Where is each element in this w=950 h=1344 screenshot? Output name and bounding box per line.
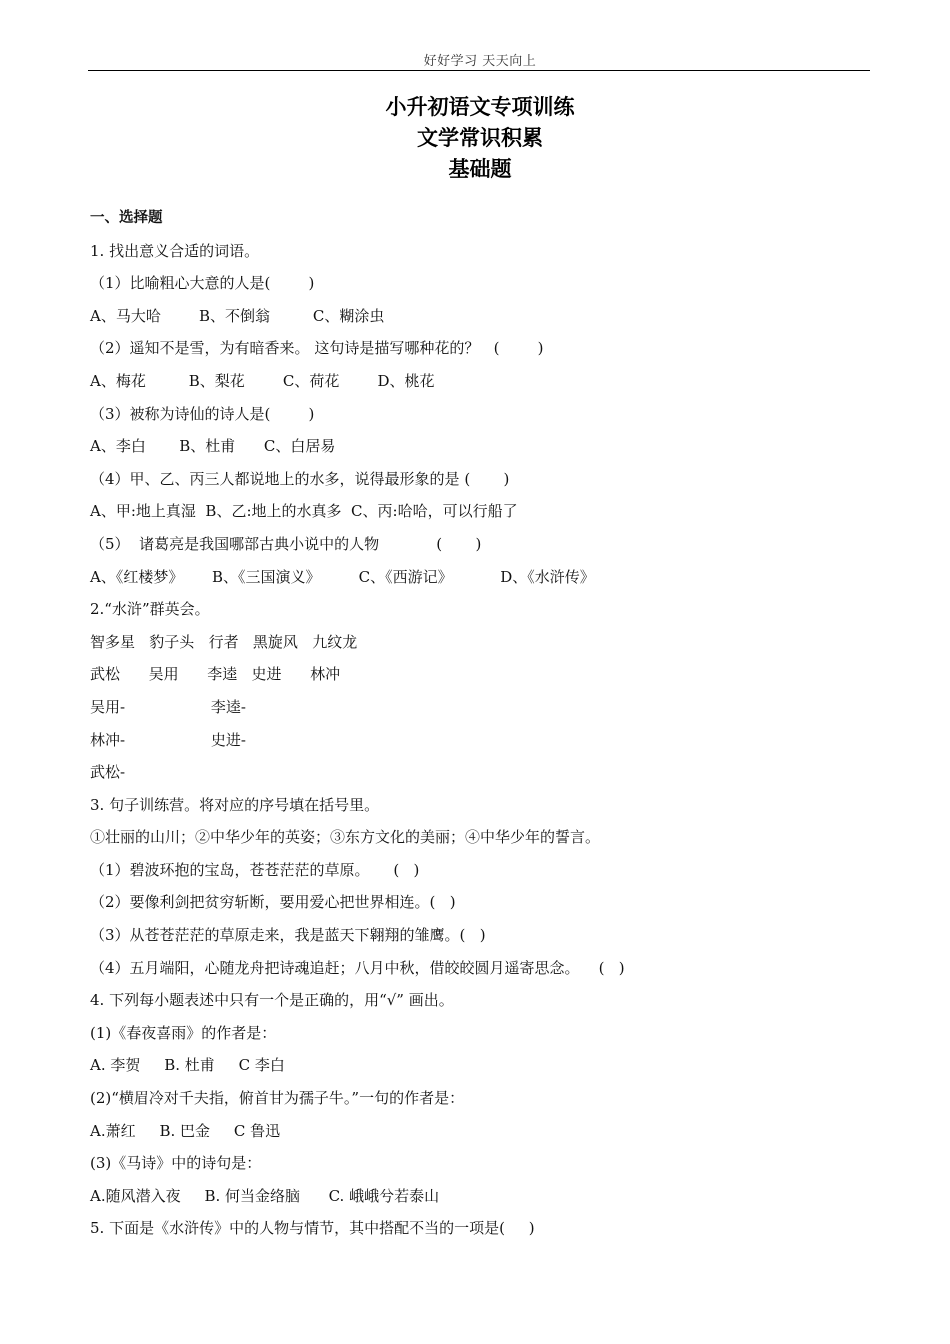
question-2-match-row-2: 林冲- 史进- xyxy=(90,730,246,749)
question-1-1-options: A、马大哈 B、不倒翁 C、糊涂虫 xyxy=(90,306,385,325)
question-2-stem: 2.“水浒”群英会。 xyxy=(90,600,210,619)
question-3-stem: 3. 句子训练营。将对应的序号填在括号里。 xyxy=(90,795,380,814)
document-title: 小升初语文专项训练 xyxy=(385,95,575,119)
question-1-3-prompt: （3）被称为诗仙的诗人是( ) xyxy=(90,404,315,423)
header-divider xyxy=(88,70,870,71)
question-4-2-prompt: (2)“横眉冷对千夫指，俯首甘为孺子牛。”一句的作者是： xyxy=(90,1089,465,1108)
question-1-2-options: A、梅花 B、梨花 C、荷花 D、桃花 xyxy=(90,371,435,390)
question-1-stem: 1. 找出意义合适的词语。 xyxy=(90,241,260,260)
question-4-3-options: A.随风潜入夜 B. 何当金络脑 C. 峨峨兮若泰山 xyxy=(90,1186,440,1205)
question-3-2: （2）要像利剑把贫穷斩断，要用爱心把世界相连。( ) xyxy=(90,893,456,912)
question-1-4-prompt: （4）甲、乙、丙三人都说地上的水多，说得最形象的是 ( ) xyxy=(90,469,510,488)
question-4-stem: 4. 下列每小题表述中只有一个是正确的，用“√” 画出。 xyxy=(90,991,454,1010)
question-1-2-prompt: （2）遥知不是雪，为有暗香来。 这句诗是描写哪种花的？ ( ) xyxy=(90,339,544,358)
question-3-4: （4）五月端阳，心随龙舟把诗魂追赶；八月中秋，借皎皎圆月遥寄思念。 ( ) xyxy=(90,958,625,977)
question-4-3-prompt: (3)《马诗》中的诗句是： xyxy=(90,1154,262,1173)
question-4-1-prompt: (1)《春夜喜雨》的作者是： xyxy=(90,1023,277,1042)
question-1-5-options: A、《红楼梦》 B、《三国演义》 C、《西游记》 D、《水浒传》 xyxy=(90,567,595,586)
exercise-content xyxy=(90,202,880,1245)
question-3-3: （3）从苍苍茫茫的草原走来，我是蓝天下翱翔的雏鹰。( ) xyxy=(90,926,486,945)
question-1-3-options: A、李白 B、杜甫 C、白居易 xyxy=(90,437,336,456)
question-5-stem: 5. 下面是《水浒传》中的人物与情节，其中搭配不当的一项是( ) xyxy=(90,1219,535,1238)
question-3-1: （1）碧波环抱的宝岛，苍苍茫茫的草原。 ( ) xyxy=(90,860,420,879)
document-subtitle: 文学常识积累 xyxy=(417,126,543,150)
question-2-nicknames: 智多星 豹子头 行者 黑旋风 九纹龙 xyxy=(90,632,358,651)
question-3-choices: ①壮丽的山川；②中华少年的英姿；③东方文化的美丽；④中华少年的誓言。 xyxy=(90,828,601,847)
page-header-motto: 好好学习 天天向上 xyxy=(423,54,537,69)
section-heading: 一、选择题 xyxy=(90,210,163,226)
question-2-names: 武松 吴用 李逵 史进 林冲 xyxy=(90,665,341,684)
question-1-5-prompt: （5） 诸葛亮是我国哪部古典小说中的人物 ( ) xyxy=(90,534,482,553)
document-level-label: 基础题 xyxy=(448,157,512,181)
question-1-4-options: A、甲:地上真湿 B、乙:地上的水真多 C、丙:哈哈，可以行船了 xyxy=(90,502,518,521)
question-1-1-prompt: （1）比喻粗心大意的人是( ) xyxy=(90,274,315,293)
question-4-1-options: A. 李贺 B. 杜甫 C 李白 xyxy=(90,1056,285,1075)
question-4-2-options: A.萧红 B. 巴金 C 鲁迅 xyxy=(90,1121,281,1140)
document-title-block xyxy=(0,92,950,185)
question-2-match-row-1: 吴用- 李逵- xyxy=(90,697,246,716)
question-2-match-row-3: 武松- xyxy=(90,763,126,782)
